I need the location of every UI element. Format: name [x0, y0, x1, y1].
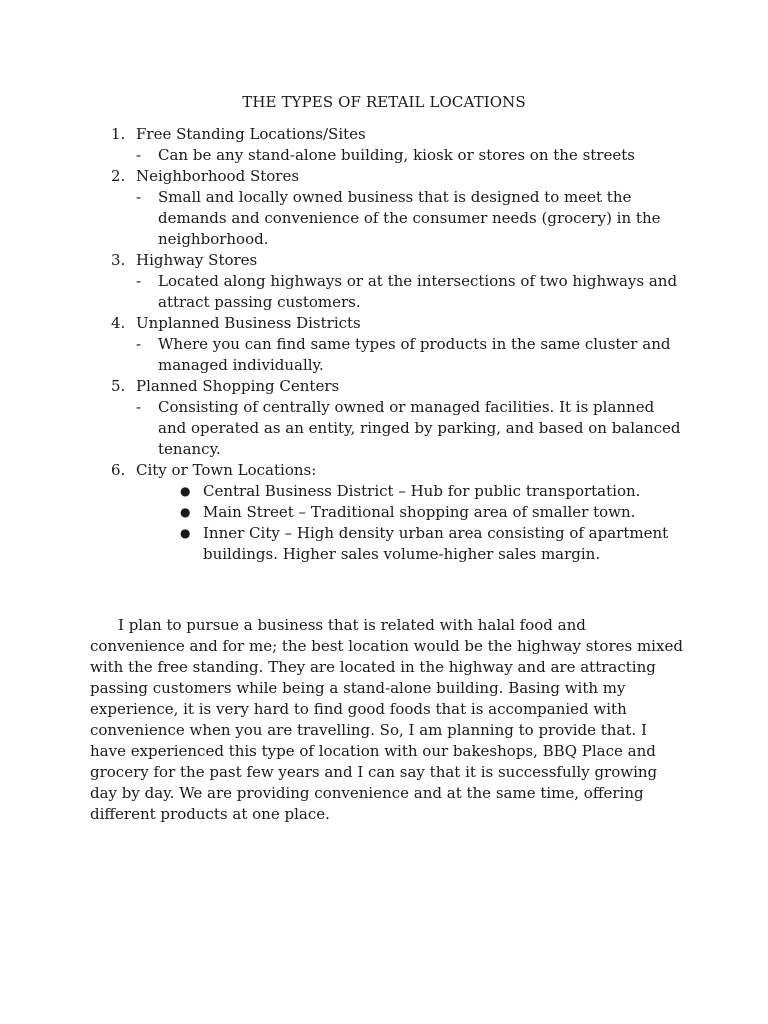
bullet-text: Inner City – High density urban area consisting of apartment buildings. Higher sales volume-higher sales margin.: [203, 524, 669, 563]
list-item-description: [0, 397, 768, 460]
page-title: THE TYPES OF RETAIL LOCATIONS: [242, 93, 526, 111]
list-item-description: [0, 334, 768, 376]
bullet-text: Central Business District – Hub for public transportation.: [203, 482, 641, 500]
list-item-number: 1.: [111, 125, 126, 143]
dash-marker: -: [136, 188, 142, 206]
dash-marker: -: [136, 146, 142, 164]
list-item-title: Neighborhood Stores: [136, 167, 300, 185]
list-item-description: [0, 271, 768, 313]
list-item: [0, 376, 768, 460]
list-item-heading: [0, 460, 768, 481]
list-item-description: [0, 187, 768, 250]
list-item-heading: [0, 124, 768, 145]
list-item-number: 5.: [111, 377, 126, 395]
list-item: [0, 460, 768, 565]
description-text: Where you can find same types of products in the same cluster and managed individually.: [158, 335, 671, 374]
list-item-title: Planned Shopping Centers: [136, 377, 340, 395]
list-item-number: 2.: [111, 167, 126, 185]
list-item: [0, 250, 768, 313]
list-item: [0, 124, 768, 166]
description-text: Located along highways or at the intersections of two highways and attract passing customers.: [158, 272, 678, 311]
dash-marker: -: [136, 335, 142, 353]
dash-marker: -: [136, 272, 142, 290]
list-item: [0, 313, 768, 376]
bullet-dot-icon: ●: [180, 526, 191, 540]
description-text: Consisting of centrally owned or managed facilities. It is planned and operated as an entity, ringed by parking, and based on balanced tenancy.: [158, 398, 681, 458]
list-item-title: Highway Stores: [136, 251, 258, 269]
list-item-heading: [0, 250, 768, 271]
list-item-heading: [0, 313, 768, 334]
list-item-heading: [0, 166, 768, 187]
bullet-dot-icon: ●: [180, 484, 191, 498]
list-item-number: 3.: [111, 251, 126, 269]
list-item-heading: [0, 376, 768, 397]
list-item: [0, 166, 768, 250]
bullet-item: [0, 502, 768, 523]
description-text: Can be any stand-alone building, kiosk or stores on the streets: [158, 146, 635, 164]
retail-location-list: [0, 124, 768, 565]
body-paragraph: I plan to pursue a business that is related with halal food and convenience and for me; the best location would be the highway stores mixed with the free standing. They are located in the highway and are attracting passing customers while being a stand-alone building. Basing with my experience, it is very hard to find good foods that is accompanied with convenience when you are travelling. So, I am planning to provide that. I have experienced this type of location with our bakeshops, BBQ Place and grocery for the past few years and I can say that it is successfully growing day by day. We are providing convenience and at the same time, offering different products at one place.: [90, 616, 683, 823]
description-text: Small and locally owned business that is designed to meet the demands and convenience of the consumer needs (grocery) in the neighborhood.: [158, 188, 661, 248]
bullet-text: Main Street – Traditional shopping area of smaller town.: [203, 503, 636, 521]
bullet-item: [0, 523, 768, 565]
list-item-description: [0, 145, 768, 166]
list-item-title: Free Standing Locations/Sites: [136, 125, 366, 143]
dash-marker: -: [136, 398, 142, 416]
list-item-number: 4.: [111, 314, 126, 332]
list-item-title: Unplanned Business Districts: [136, 314, 361, 332]
bullet-item: [0, 481, 768, 502]
bullet-dot-icon: ●: [180, 505, 191, 519]
list-item-title: City or Town Locations:: [136, 461, 317, 479]
list-item-number: 6.: [111, 461, 126, 479]
